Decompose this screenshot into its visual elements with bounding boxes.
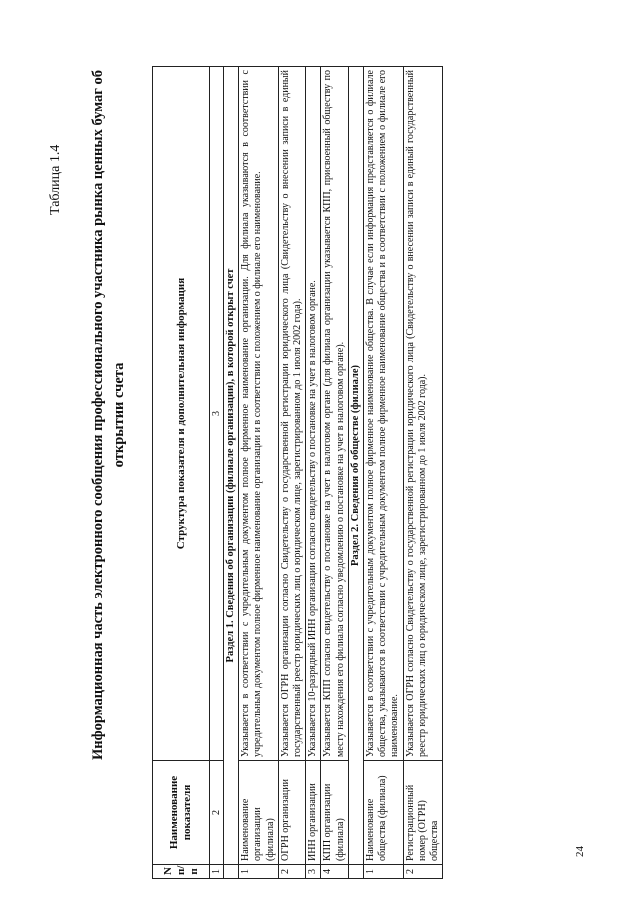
row-num: 1	[364, 865, 404, 879]
header-num: N п/ п	[153, 865, 210, 879]
row-name: Наименование организации (филиала)	[239, 761, 279, 865]
section-row	[348, 67, 363, 879]
row-num: 4	[321, 865, 348, 879]
column-index-2: 2	[210, 761, 224, 865]
section-title: Раздел 1. Сведения об организации (филиале организации), в которой открыт счет	[224, 67, 239, 865]
row-name: Наименование общества (филиала)	[364, 761, 404, 865]
row-name: КПП организации (филиала)	[321, 761, 348, 865]
row-desc: Указывается КПП согласно свидетельству о постановке на учет в налоговом органе (для филиала организации указывается КПП, присвоенный обществу по месту нахождения его филиала согласно уведомлению о постановке на учет в налоговом органе).	[321, 67, 348, 761]
row-desc: Указывается 10-разрядный ИНН организации согласно свидетельству о постановке на учет в налоговом органе.	[306, 67, 321, 761]
header-structure: Структура показателя и дополнительная информация	[153, 67, 210, 761]
row-desc: Указывается в соответствии с учредительным документом полное фирменное наименование организации. Для филиала указываются в соответствии с учредительным документом полное фирменное наименование организации и в соответствии с положением о филиале его наименование.	[239, 67, 279, 761]
table-caption: Таблица 1.4	[48, 144, 63, 215]
section-row	[224, 67, 239, 879]
table-row	[278, 67, 305, 879]
row-name: ОГРН организации	[278, 761, 305, 865]
table-row	[364, 67, 404, 879]
column-index-row	[210, 67, 224, 879]
table-header-row	[153, 67, 210, 879]
column-index-1: 1	[210, 865, 224, 879]
table-row	[321, 67, 348, 879]
row-name: Регистрационный номер (ОГРН) общества	[403, 761, 443, 865]
row-name: ИНН организации	[306, 761, 321, 865]
row-num: 3	[306, 865, 321, 879]
row-num: 1	[239, 865, 279, 879]
row-desc: Указывается ОГРН организации согласно Свидетельству о государственной регистрации юридического лица (Свидетельству о внесении записи в единый государственный реестр юридических лиц о юридическом лице, зарегистрированном до 1 июля 2002 года).	[278, 67, 305, 761]
row-num: 2	[403, 865, 443, 879]
table-row	[403, 67, 443, 879]
row-desc: Указывается в соответствии с учредительным документом полное фирменное наименование общества. В случае если информация представляется о филиале общества, указываются в соответствии с учредительным документом полное фирменное наименование общества и в соответствии с положением о филиале его наименование.	[364, 67, 404, 761]
page-number: 24	[574, 846, 586, 857]
section-spacer	[348, 865, 363, 879]
row-desc: Указывается ОГРН согласно Свидетельству о государственной регистрации юридического лица (Свидетельству о внесении записи в единый государственный реестр юридических лиц о юридическом лице, зарегистрированном до 1 июля 2002 года).	[403, 67, 443, 761]
document-title: Информационная часть электронного сообщения профессионального участника рынка ценных бумаг об открытии счета	[90, 69, 127, 761]
info-table	[152, 66, 443, 879]
row-num: 2	[278, 865, 305, 879]
section-spacer	[224, 865, 239, 879]
header-name: Наименование показателя	[153, 761, 210, 865]
table-row	[306, 67, 321, 879]
column-index-3: 3	[210, 67, 224, 761]
section-title: Раздел 2. Сведения об обществе (филиале)	[348, 67, 363, 865]
table-row	[239, 67, 279, 879]
